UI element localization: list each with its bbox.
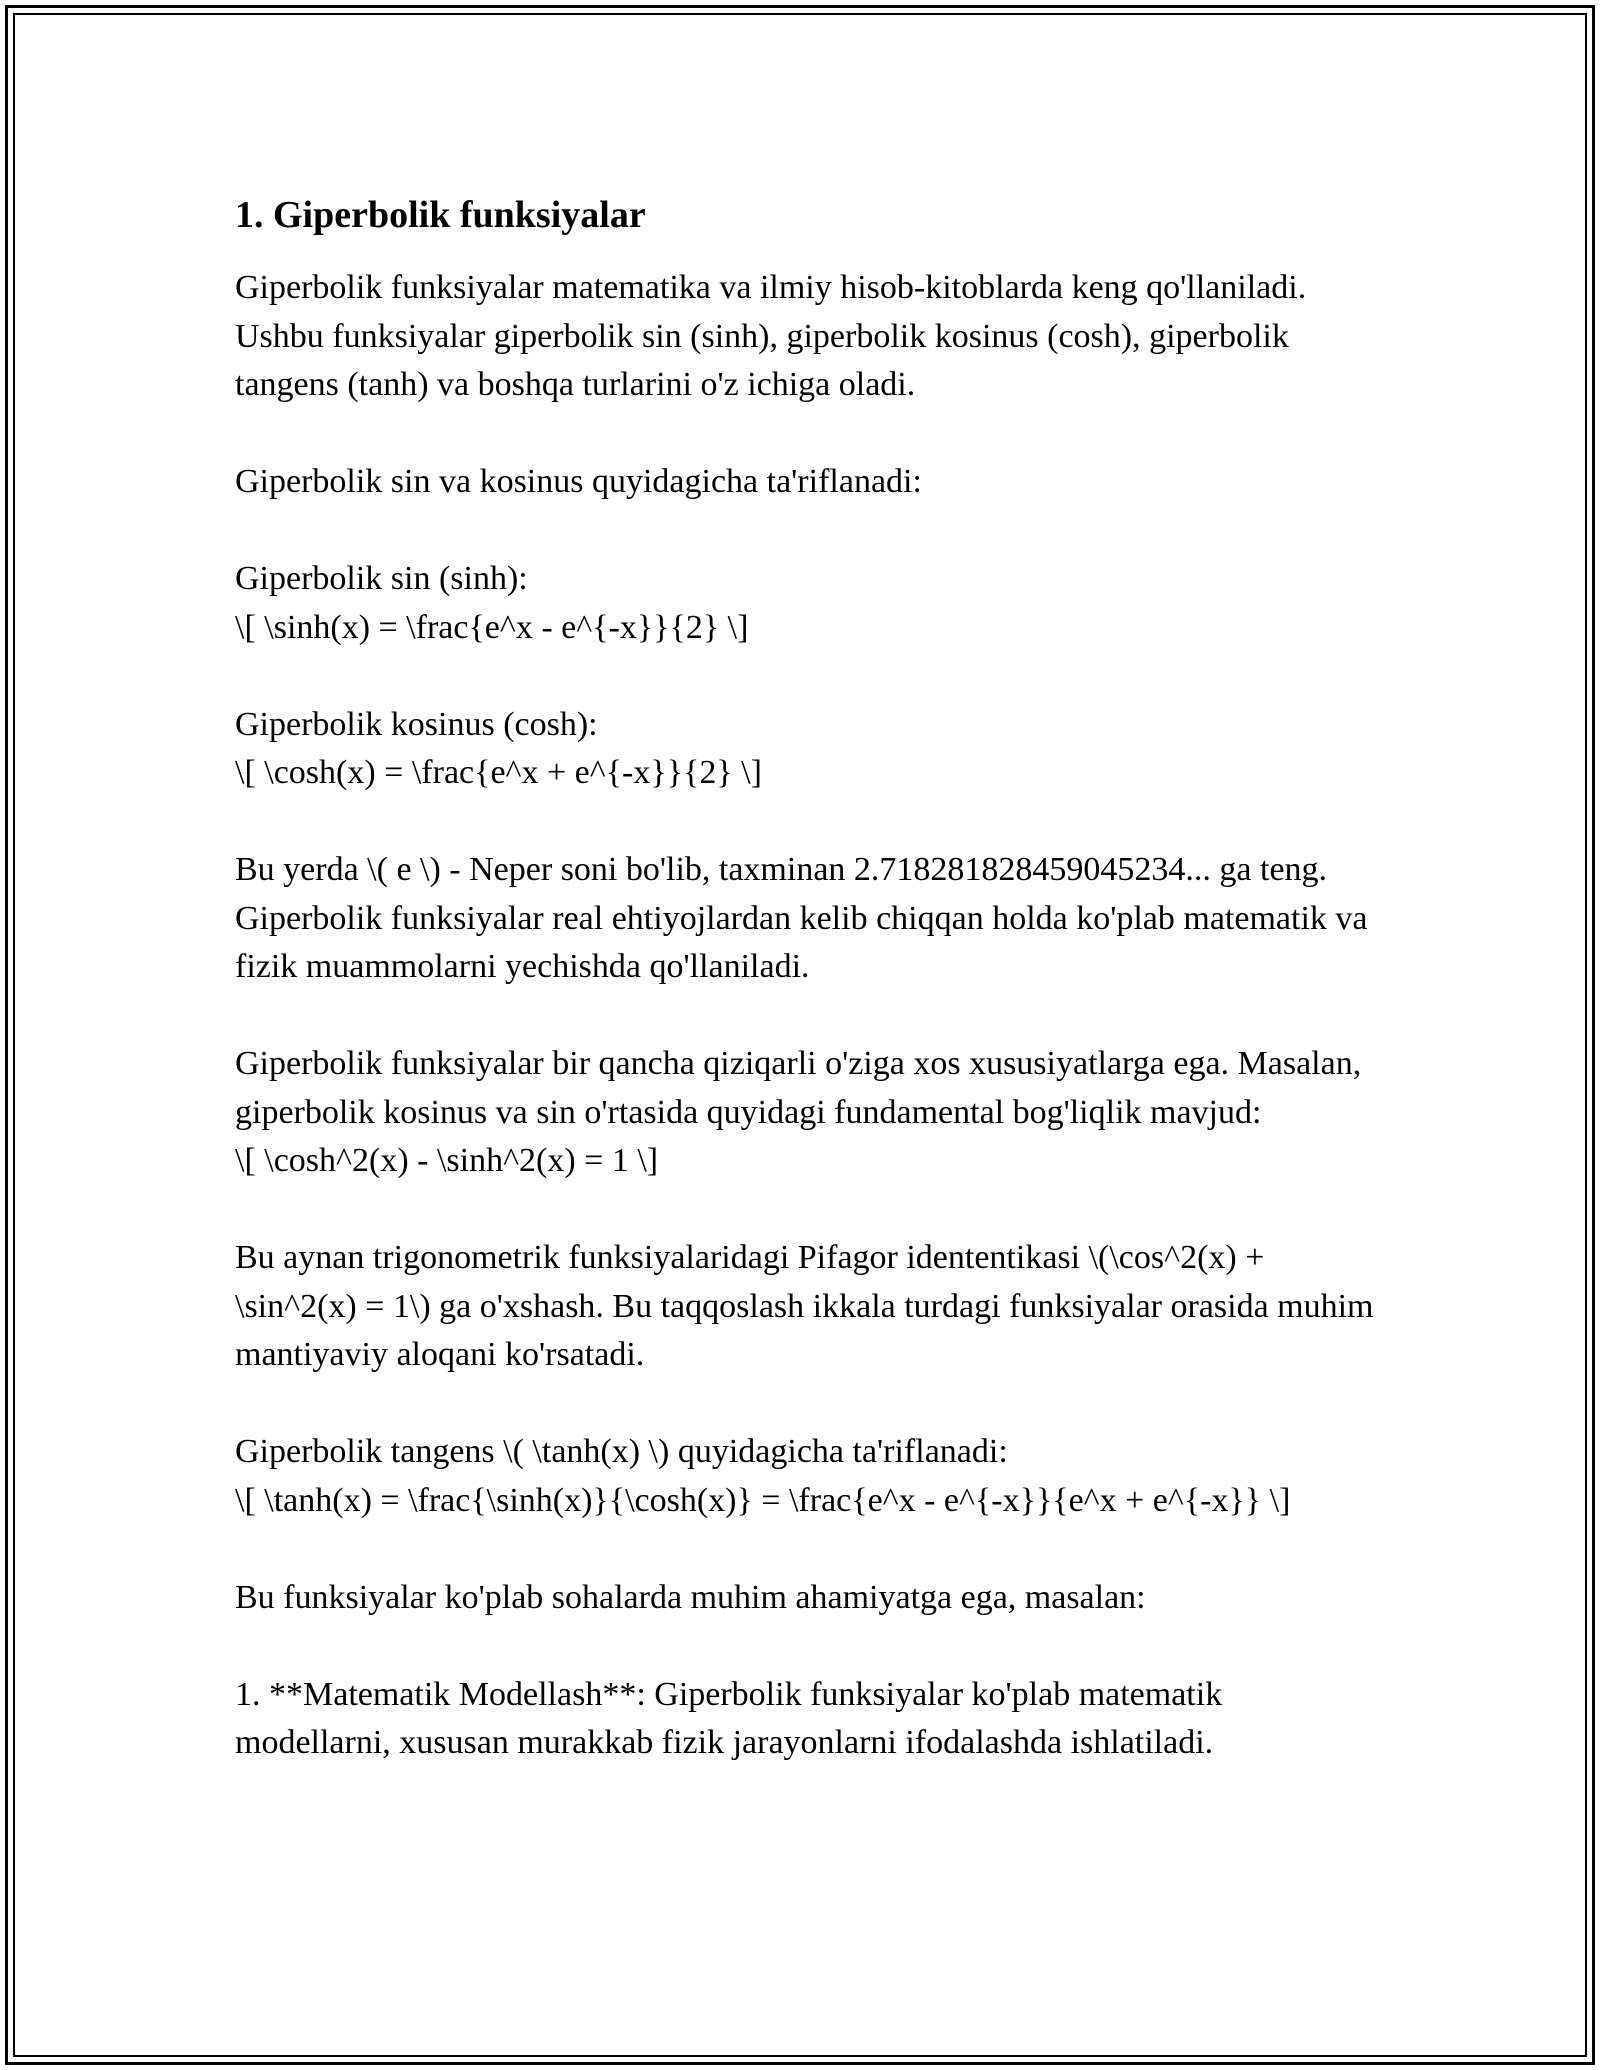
paragraph-applications-lead: Bu funksiyalar ko'plab sohalarda muhim ahamiyatga ega, masalan:: [235, 1578, 1146, 1616]
list-item-modelling: 1. **Matematik Modellash**: Giperbolik funksiyalar ko'plab matematik modellarni, xususan murakkab fizik jarayonlarni ifodalashda ishlatiladi.: [235, 1675, 1223, 1761]
paragraph-sinh-formula: Giperbolik sin (sinh): \[ \sinh(x) = \frac{e^x - e^{-x}}{2} \]: [235, 560, 749, 646]
paragraph-cosh-formula: Giperbolik kosinus (cosh): \[ \cosh(x) = \frac{e^x + e^{-x}}{2} \]: [235, 705, 762, 791]
document-body: [235, 186, 1375, 1816]
section-heading: 1. Giperbolik funksiyalar: [235, 194, 646, 236]
paragraph-euler-number: Bu yerda \( e \) - Neper soni bo'lib, taxminan 2.718281828459045234... ga teng. Giperbolik funksiyalar real ehtiyojlardan kelib chiqqan holda ko'plab matematik va fizik muammolarni yechishda qo'llaniladi.: [235, 851, 1368, 985]
paragraph-intro: Giperbolik funksiyalar matematika va ilmiy hisob-kitoblarda keng qo'llaniladi. Ushbu funksiyalar giperbolik sin (sinh), giperbolik kosinus (cosh), giperbolik tangens (tanh) va boshqa turlarini o'z ichiga oladi.: [235, 269, 1307, 403]
paragraph-tanh-formula: Giperbolik tangens \( \tanh(x) \) quyidagicha ta'riflanadi: \[ \tanh(x) = \frac{\sinh(x)}{\cosh(x)} = \frac{e^x - e^{-x}}{e^x + e^{-x}} \]: [235, 1433, 1291, 1519]
paragraph-definition-lead: Giperbolik sin va kosinus quyidagicha ta'riflanadi:: [235, 463, 922, 500]
paragraph-identity: Giperbolik funksiyalar bir qancha qiziqarli o'ziga xos xususiyatlarga ega. Masalan, giperbolik kosinus va sin o'rtasida quyidagi fundamental bog'liqlik mavjud: \[ \cosh^2(x) - \sinh^2(x) = 1 \]: [235, 1045, 1362, 1179]
paragraph-pythagorean: Bu aynan trigonometrik funksiyalaridagi Pifagor idententikasi \(\cos^2(x) + \sin^2(x) = 1\) ga o'xshash. Bu taqqoslash ikkala turdagi funksiyalar orasida muhim mantiyaviy aloqani ko'rsatadi.: [235, 1239, 1374, 1373]
